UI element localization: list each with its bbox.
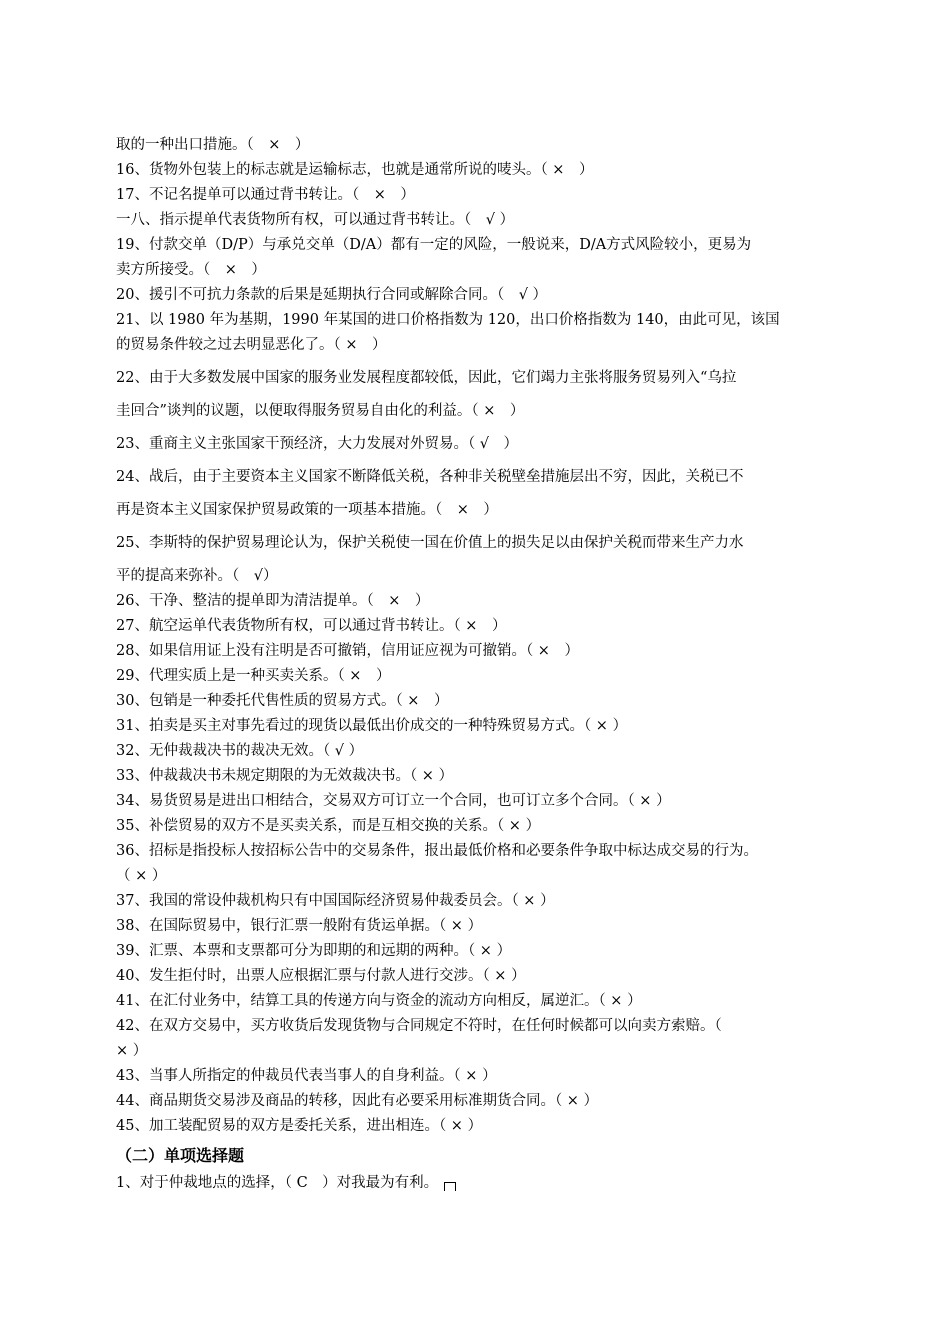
text-line: 30、包销是一种委托代售性质的贸易方式。（ × ） bbox=[116, 693, 449, 709]
text-line: 27、航空运单代表货物所有权，可以通过背书转让。（ × ） bbox=[116, 618, 507, 634]
text-line: 卖方所接受。（ × ） bbox=[116, 262, 266, 278]
text-line: 26、干净、整洁的提单即为清洁提单。（ × ） bbox=[116, 593, 430, 609]
text-cursor-icon bbox=[444, 1182, 456, 1191]
text-line: 21、以 1980 年为基期，1990 年某国的进口价格指数为 120，出口价格指数为 140，由此可见，该国 bbox=[116, 312, 780, 328]
section-heading: （二）单项选择题 bbox=[116, 1146, 245, 1165]
text-line: 28、如果信用证上没有注明是否可撤销，信用证应视为可撤销。（ × ） bbox=[116, 643, 579, 659]
text-line: 23、重商主义主张国家干预经济，大力发展对外贸易。（ √ ） bbox=[116, 436, 519, 452]
text-line: 圭回合”谈判的议题，以便取得服务贸易自由化的利益。（ × ） bbox=[116, 403, 525, 419]
text-line: 42、在双方交易中，买方收货后发现货物与合同规定不符时，在任何时候都可以向卖方索赔。（ bbox=[116, 1018, 722, 1034]
text-line: 37、我国的常设仲裁机构只有中国国际经济贸易仲裁委员会。（ × ） bbox=[116, 893, 555, 909]
text-line: 32、无仲裁裁决书的裁决无效。（ √ ） bbox=[116, 743, 364, 759]
text-line: 35、补偿贸易的双方不是买卖关系，而是互相交换的关系。（ × ） bbox=[116, 818, 541, 834]
text-line: 38、在国际贸易中，银行汇票一般附有货运单据。（ × ） bbox=[116, 918, 483, 934]
text-line: 再是资本主义国家保护贸易政策的一项基本措施。（ × ） bbox=[116, 502, 498, 518]
text-line: 33、仲裁裁决书未规定期限的为无效裁决书。（ × ） bbox=[116, 768, 454, 784]
text-line: 40、发生拒付时，出票人应根据汇票与付款人进行交涉。（ × ） bbox=[116, 968, 526, 984]
text-line: 34、易货贸易是进出口相结合，交易双方可订立一个合同，也可订立多个合同。（ × ） bbox=[116, 793, 671, 809]
text-line: 17、不记名提单可以通过背书转让。（ × ） bbox=[116, 187, 415, 203]
text-line: 39、汇票、本票和支票都可分为即期的和远期的两种。（ × ） bbox=[116, 943, 512, 959]
text-line: 44、商品期货交易涉及商品的转移，因此有必要采用标准期货合同。（ × ） bbox=[116, 1093, 599, 1109]
text-line: 取的一种出口措施。（ × ） bbox=[116, 137, 310, 153]
text-line: 45、加工装配贸易的双方是委托关系，进出相连。（ × ） bbox=[116, 1118, 483, 1134]
text-line: 20、援引不可抗力条款的后果是延期执行合同或解除合同。（ √ ） bbox=[116, 287, 548, 303]
text-line: （ × ） bbox=[116, 868, 167, 884]
text-line: 平的提高来弥补。（ √） bbox=[116, 568, 278, 584]
text-line: 16、货物外包装上的标志就是运输标志，也就是通常所说的唛头。（ × ） bbox=[116, 162, 594, 178]
text-line: 22、由于大多数发展中国家的服务业发展程度都较低，因此，它们竭力主张将服务贸易列入“乌拉 bbox=[116, 370, 737, 386]
text-line: 25、李斯特的保护贸易理论认为，保护关税使一国在价值上的损失足以由保护关税而带来生产力水 bbox=[116, 535, 744, 551]
text-line: 36、招标是指投标人按招标公告中的交易条件，报出最低价格和必要条件争取中标达成交易的行为。 bbox=[116, 843, 758, 859]
text-line: 41、在汇付业务中，结算工具的传递方向与资金的流动方向相反，属逆汇。（ × ） bbox=[116, 993, 642, 1009]
document-body bbox=[116, 133, 852, 1196]
text-line: 24、战后，由于主要资本主义国家不断降低关税，各种非关税壁垒措施层出不穷，因此，关税已不 bbox=[116, 469, 744, 485]
text-line: 一八、指示提单代表货物所有权，可以通过背书转让。（ √ ） bbox=[116, 212, 515, 228]
text-line: 19、付款交单（D/P）与承兑交单（D/A）都有一定的风险，一般说来，D/A方式风险较小，更易为 bbox=[116, 237, 752, 253]
text-line: 29、代理实质上是一种买卖关系。（ × ） bbox=[116, 668, 391, 684]
question-text: 1、对于仲裁地点的选择，（ C ）对我最为有利。 bbox=[116, 1175, 439, 1191]
question-line bbox=[116, 1171, 852, 1196]
text-line: × ） bbox=[116, 1043, 148, 1059]
text-line: 的贸易条件较之过去明显恶化了。（ × ） bbox=[116, 337, 387, 353]
text-line: 43、当事人所指定的仲裁员代表当事人的自身利益。（ × ） bbox=[116, 1068, 497, 1084]
text-line: 31、拍卖是买主对事先看过的现货以最低出价成交的一种特殊贸易方式。（ × ） bbox=[116, 718, 628, 734]
